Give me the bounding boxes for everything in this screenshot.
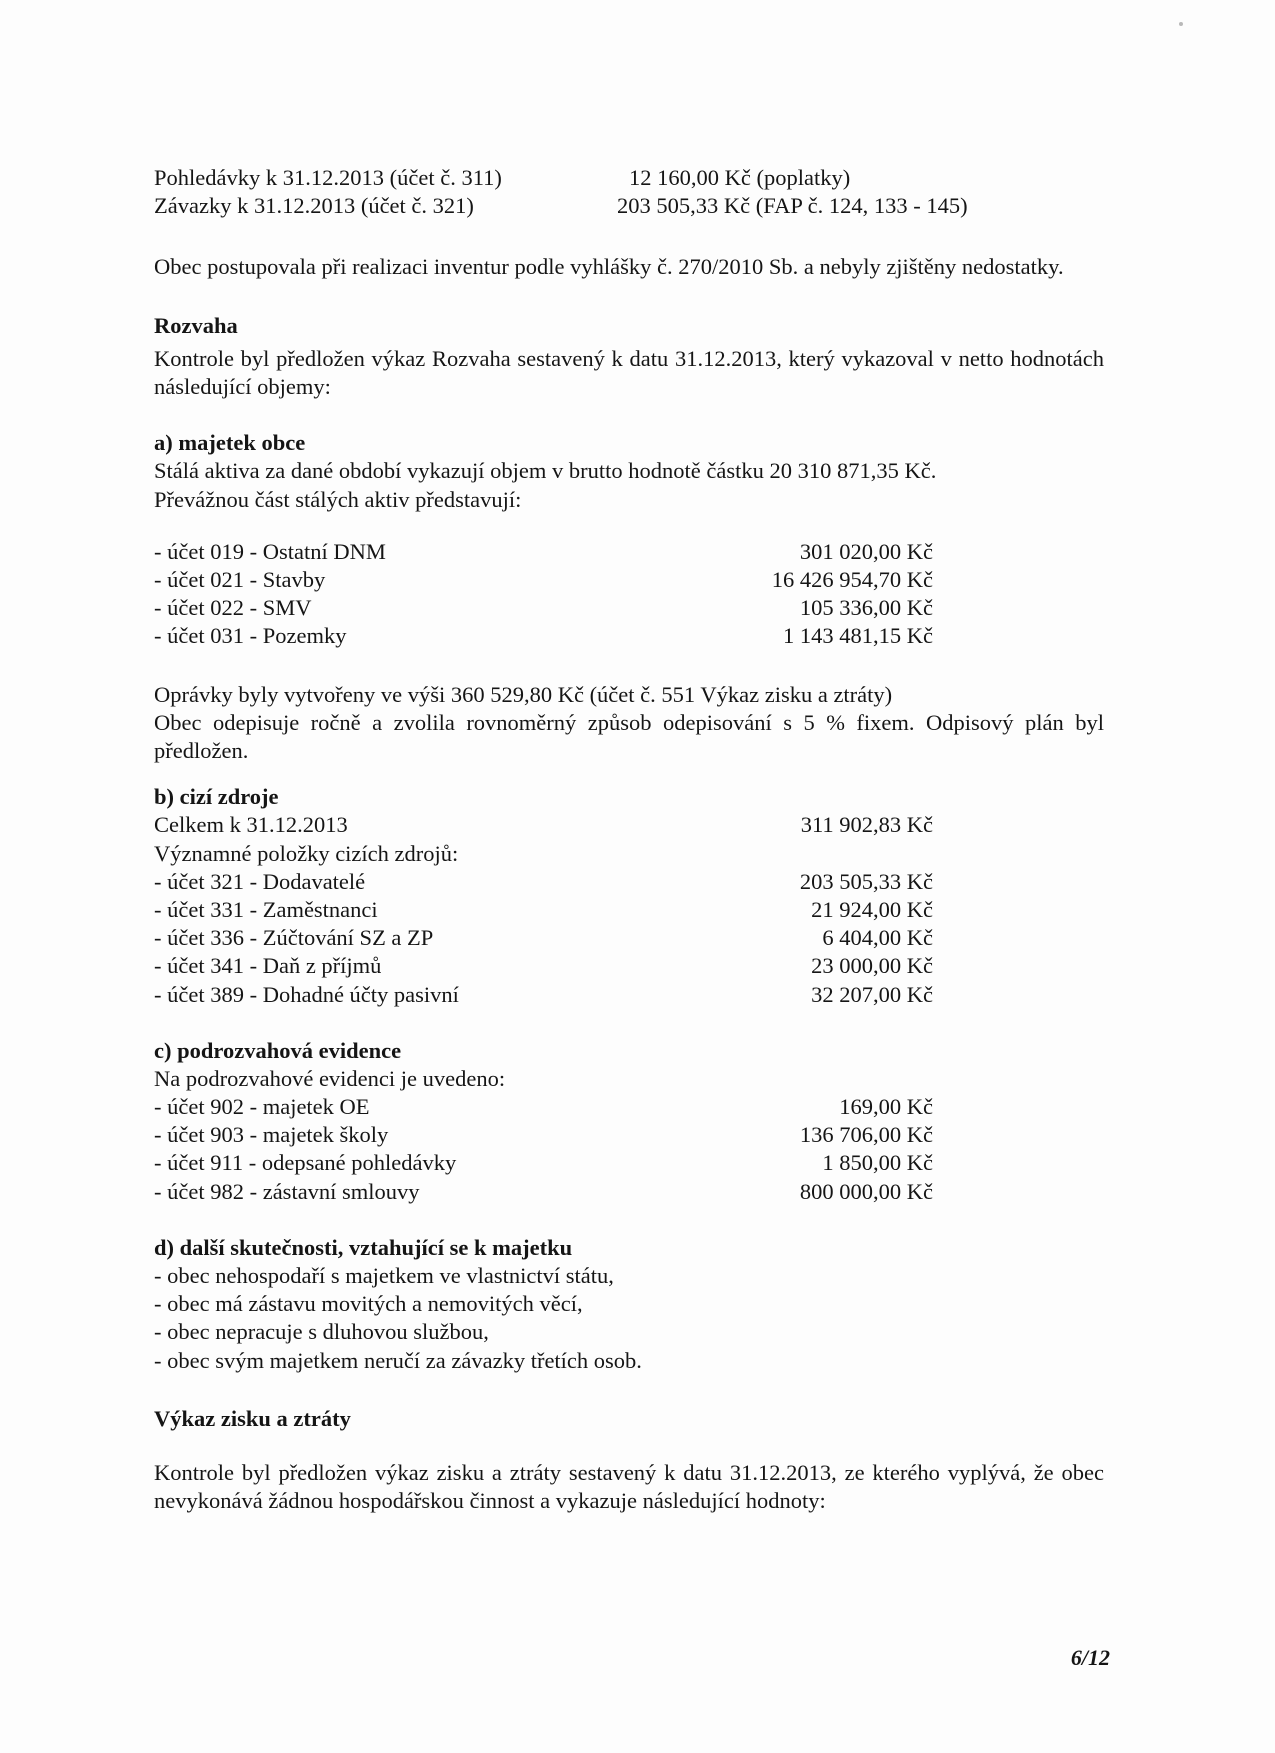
list-item: - obec svým majetkem neručí za závazky třetích osob. bbox=[154, 1347, 642, 1373]
opravky-text: Oprávky byly vytvořeny ve výši 360 529,80 Kč (účet č. 551 Výkaz zisku a ztráty) bbox=[154, 681, 893, 707]
liability-label: - účet 336 - Zúčtování SZ a ZP bbox=[154, 925, 434, 951]
cizi-zdroje-heading: b) cizí zdroje bbox=[154, 784, 279, 810]
asset-label: - účet 022 - SMV bbox=[154, 595, 312, 621]
vykaz-zisku-text: Kontrole byl předložen výkaz zisku a ztráty sestavený k datu 31.12.2013, ze kterého vyplývá, že obec nevykonává žádnou hospodářskou činnost a vykazuje následující hodnoty: bbox=[154, 1460, 1104, 1514]
liability-row-331 bbox=[154, 896, 1104, 924]
list-item: - obec nehospodaří s majetkem ve vlastnictví státu, bbox=[154, 1263, 614, 1289]
dalsi-skutecnosti-heading: d) další skutečnosti, vztahující se k majetku bbox=[154, 1234, 573, 1260]
asset-value: 16 426 954,70 Kč bbox=[771, 566, 933, 592]
asset-row-022 bbox=[154, 594, 1104, 622]
asset-row-031 bbox=[154, 622, 1104, 650]
liability-row-341 bbox=[154, 952, 1104, 980]
rozvaha-intro: Kontrole byl předložen výkaz Rozvaha sestavený k datu 31.12.2013, který vykazoval v netto hodnotách následující objemy: bbox=[154, 345, 1104, 399]
cizi-zdroje-subheading: Významné položky cizích zdrojů: bbox=[154, 840, 459, 866]
odpisovani-text: Obec odepisuje ročně a zvolila rovnoměrný způsob odepisování s 5 % fixem. Odpisový plán byl předložen. bbox=[154, 709, 1104, 763]
majetek-obce-text-1: Stálá aktiva za dané období vykazují objem v brutto hodnotě částku 20 310 871,35 Kč. bbox=[154, 458, 937, 484]
offbalance-value: 136 706,00 Kč bbox=[799, 1122, 933, 1148]
liabilities-value: 203 505,33 Kč (FAP č. 124, 133 - 145) bbox=[617, 193, 968, 219]
page-number: 6/12 bbox=[1070, 1645, 1110, 1670]
liability-label: - účet 321 - Dodavatelé bbox=[154, 868, 366, 894]
inventury-paragraph: Obec postupovala při realizaci inventur podle vyhlášky č. 270/2010 Sb. a nebyly zjištěny nedostatky. bbox=[154, 254, 1064, 280]
vykaz-zisku-heading: Výkaz zisku a ztráty bbox=[154, 1405, 351, 1431]
asset-row-019 bbox=[154, 538, 1104, 566]
offbalance-value: 800 000,00 Kč bbox=[799, 1178, 933, 1204]
asset-value: 105 336,00 Kč bbox=[799, 595, 933, 621]
list-item: - obec nepracuje s dluhovou službou, bbox=[154, 1319, 489, 1345]
liability-row-389 bbox=[154, 981, 1104, 1009]
liability-row-336 bbox=[154, 924, 1104, 952]
receivables-row bbox=[154, 164, 1104, 192]
offbalance-label: - účet 982 - zástavní smlouvy bbox=[154, 1178, 420, 1204]
asset-label: - účet 021 - Stavby bbox=[154, 566, 326, 592]
total-value: 311 902,83 Kč bbox=[800, 812, 933, 838]
liability-label: - účet 389 - Dohadné účty pasivní bbox=[154, 981, 459, 1007]
offbalance-row-911 bbox=[154, 1149, 1104, 1177]
asset-label: - účet 019 - Ostatní DNM bbox=[154, 538, 386, 564]
majetek-obce-heading: a) majetek obce bbox=[154, 430, 306, 456]
liability-value: 6 404,00 Kč bbox=[822, 925, 933, 951]
asset-row-021 bbox=[154, 566, 1104, 594]
liabilities-label: Závazky k 31.12.2013 (účet č. 321) bbox=[154, 193, 474, 219]
liability-value: 203 505,33 Kč bbox=[799, 868, 933, 894]
asset-label: - účet 031 - Pozemky bbox=[154, 623, 347, 649]
podrozvahova-subheading: Na podrozvahové evidenci je uvedeno: bbox=[154, 1065, 506, 1091]
offbalance-row-982 bbox=[154, 1178, 1104, 1206]
page-content bbox=[154, 164, 1104, 1515]
receivables-label: Pohledávky k 31.12.2013 (účet č. 311) bbox=[154, 165, 502, 190]
offbalance-value: 1 850,00 Kč bbox=[822, 1150, 933, 1176]
offbalance-row-902 bbox=[154, 1093, 1104, 1121]
list-item: - obec má zástavu movitých a nemovitých věcí, bbox=[154, 1291, 583, 1317]
rozvaha-heading: Rozvaha bbox=[154, 312, 238, 338]
receivables-value: 12 160,00 Kč (poplatky) bbox=[629, 165, 851, 190]
offbalance-label: - účet 902 - majetek OE bbox=[154, 1094, 370, 1120]
offbalance-value: 169,00 Kč bbox=[839, 1094, 933, 1120]
offbalance-label: - účet 903 - majetek školy bbox=[154, 1122, 389, 1148]
podrozvahova-heading: c) podrozvahová evidence bbox=[154, 1037, 402, 1063]
liabilities-row bbox=[154, 192, 1104, 220]
liability-value: 32 207,00 Kč bbox=[811, 981, 933, 1007]
liability-value: 21 924,00 Kč bbox=[811, 896, 933, 922]
asset-value: 301 020,00 Kč bbox=[799, 538, 933, 564]
cizi-zdroje-total-row bbox=[154, 811, 1104, 839]
offbalance-label: - účet 911 - odepsané pohledávky bbox=[154, 1150, 457, 1176]
majetek-obce-text-2: Převážnou část stálých aktiv představují: bbox=[154, 486, 522, 512]
liability-label: - účet 331 - Zaměstnanci bbox=[154, 896, 378, 922]
total-label: Celkem k 31.12.2013 bbox=[154, 812, 348, 838]
offbalance-row-903 bbox=[154, 1121, 1104, 1149]
liability-row-321 bbox=[154, 868, 1104, 896]
scan-dot bbox=[1179, 22, 1183, 26]
liability-value: 23 000,00 Kč bbox=[811, 953, 933, 979]
asset-value: 1 143 481,15 Kč bbox=[783, 623, 933, 649]
liability-label: - účet 341 - Daň z příjmů bbox=[154, 953, 382, 979]
